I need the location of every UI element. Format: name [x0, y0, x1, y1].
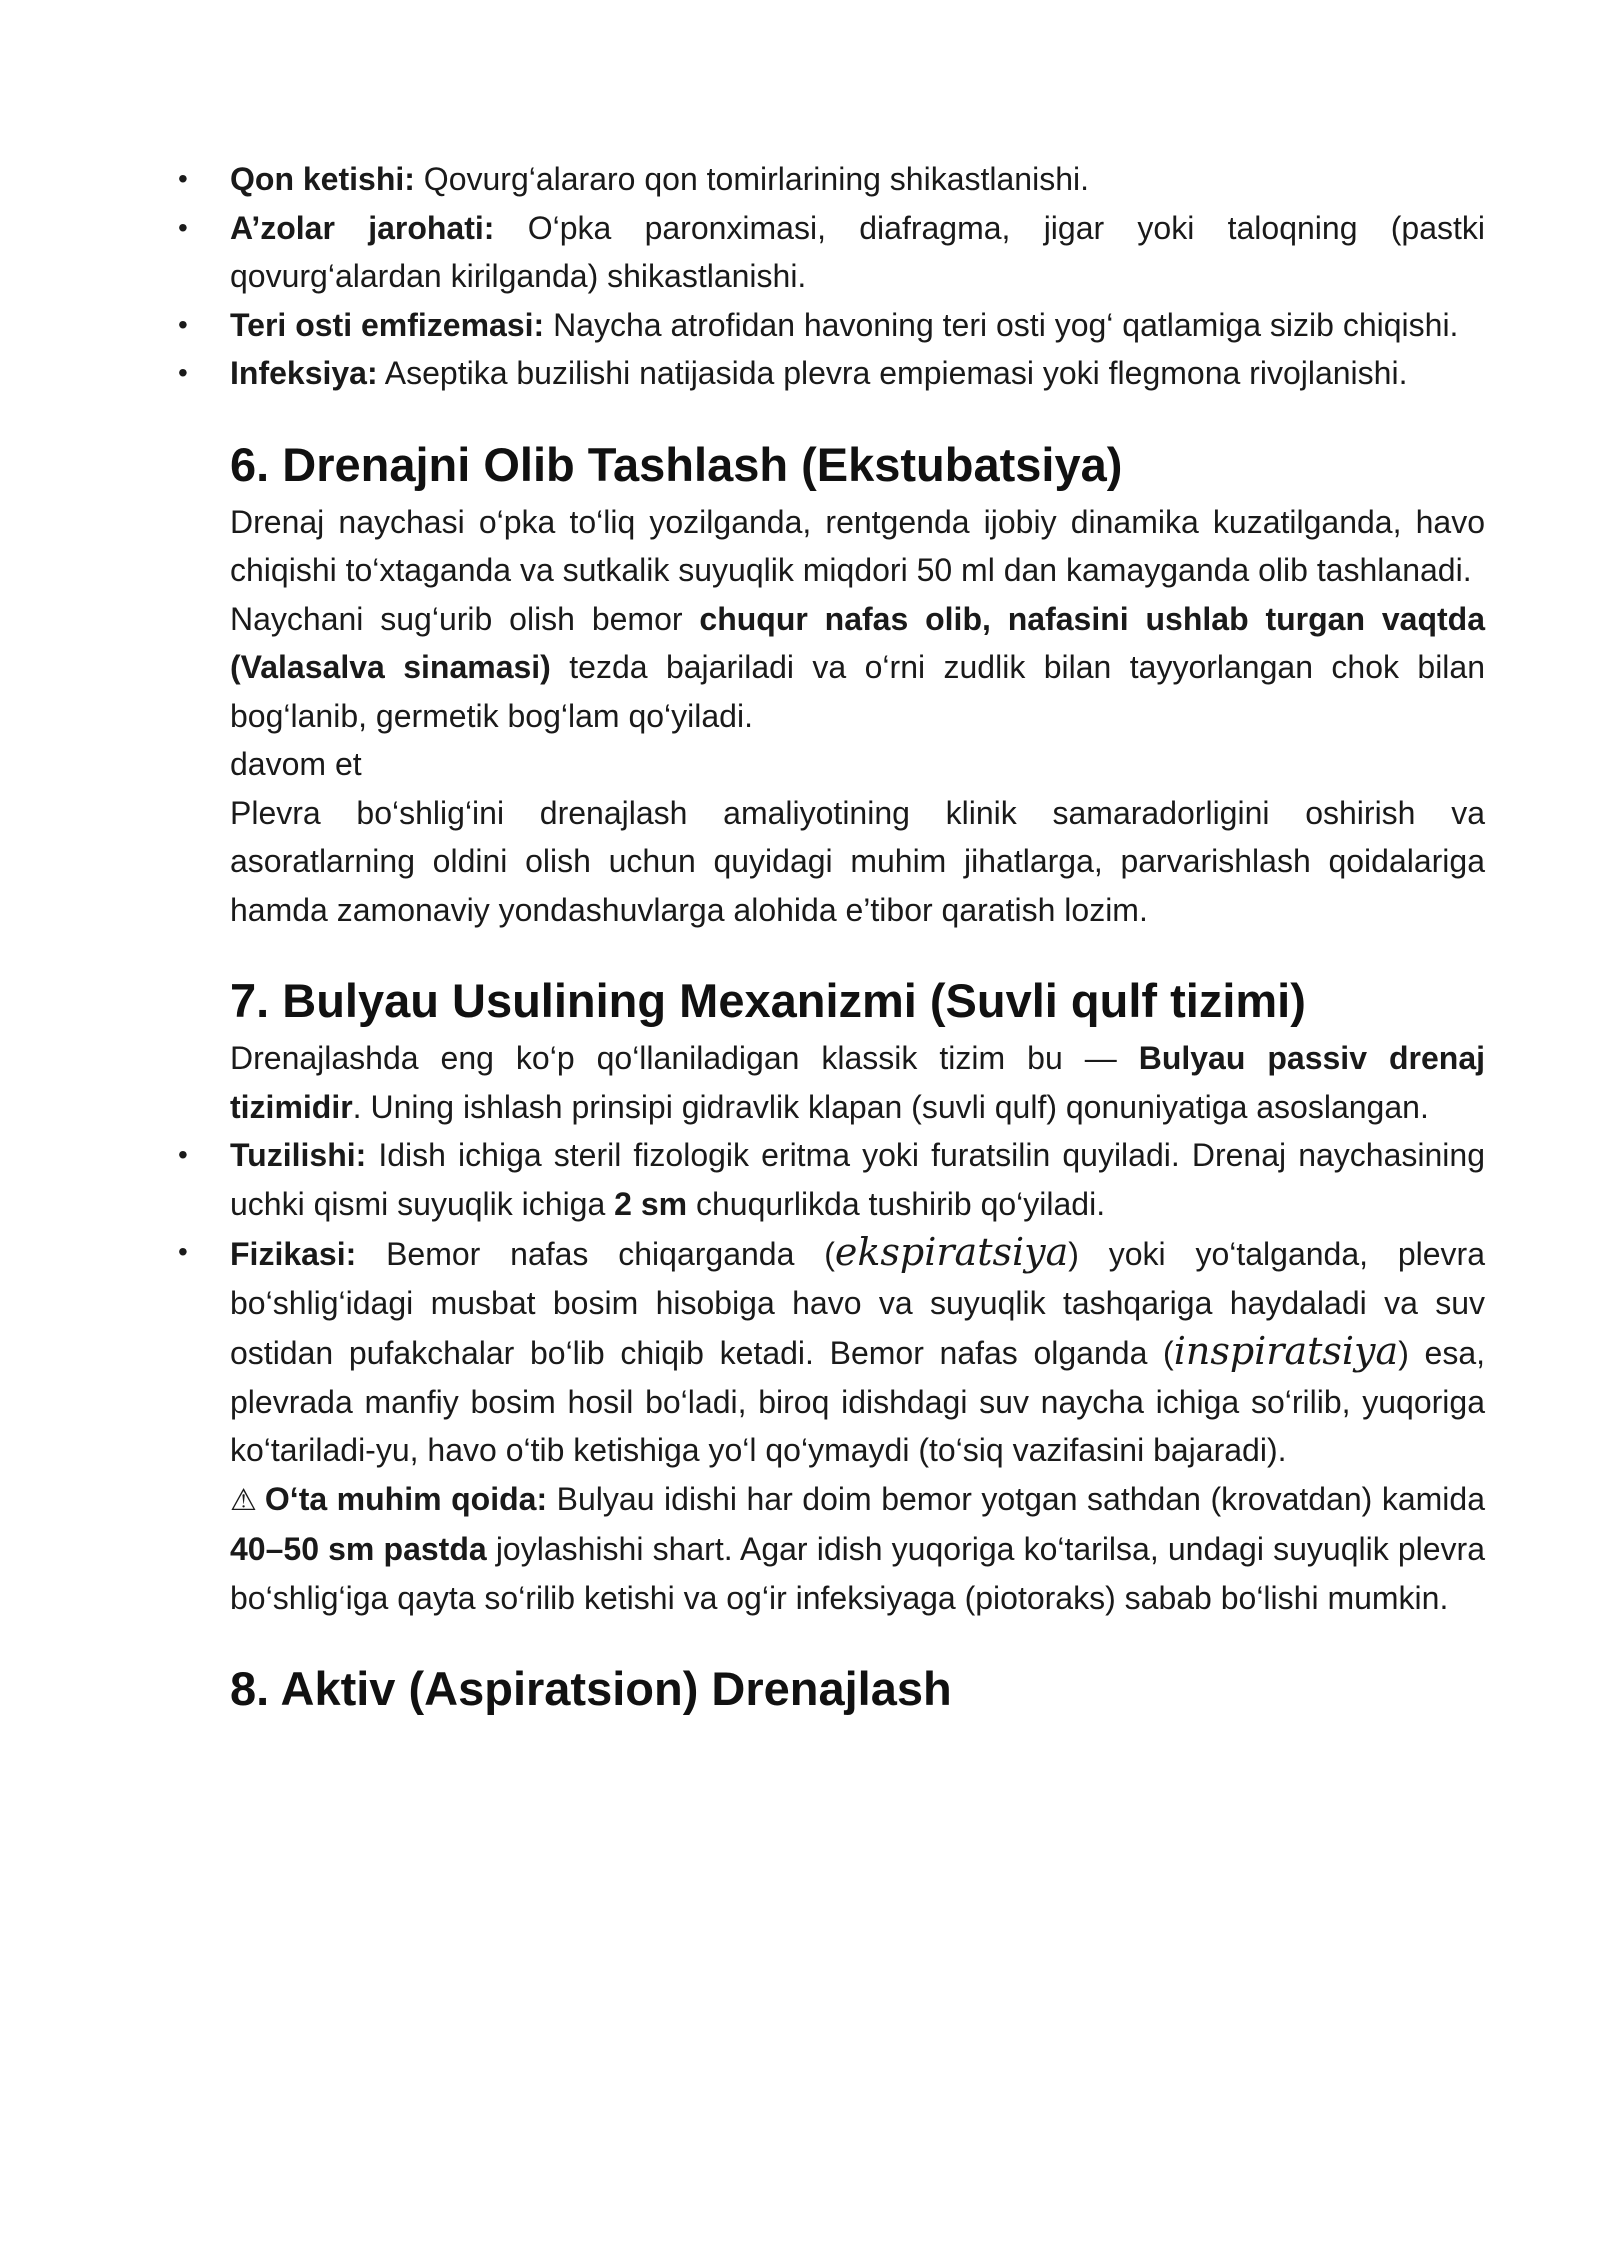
- list-item: [178, 301, 1485, 350]
- list-item-text: Aseptika buzilishi natijasida plevra empiemasi yoki flegmona rivojlanishi.: [377, 355, 1408, 391]
- text-run: joylashishi shart. Agar idish yuqoriga ko‘tarilsa, undagi suyuqlik plevra bo‘shlig‘iga qayta so‘rilib ketishi va og‘ir infeksiyaga (piotoraks) sabab bo‘lishi mumkin.: [230, 1531, 1486, 1616]
- list-item-text: O‘pka paronximasi, diafragma, jigar yoki taloqning (pastki qovurg‘alardan kirilganda) shikastlanishi.: [230, 209, 1486, 294]
- list-item-text: Qovurg‘alararo qon tomirlarining shikastlanishi.: [414, 161, 1089, 197]
- list-item-term: A’zolar jarohati:: [230, 209, 495, 246]
- bullet-icon: •: [178, 211, 188, 243]
- bullet-icon: •: [178, 1236, 188, 1267]
- math-term-expiration: ekspiratsiya: [834, 1230, 1069, 1274]
- text-run: Bulyau idishi har doim bemor yotgan sathdan (krovatdan) kamida: [547, 1480, 1486, 1517]
- list-item: [178, 1228, 1486, 1475]
- bold-run: O‘ta muhim qoida:: [264, 1480, 548, 1517]
- bold-run: 40–50 sm pastda: [230, 1531, 487, 1567]
- section-7-heading: 7. Bulyau Usulining Mexanizmi (Suvli qulf tizimi): [230, 974, 1306, 1027]
- list-item: [178, 204, 1486, 301]
- bold-run: Bulyau passiv drenaj tizimidir: [230, 1040, 1486, 1125]
- list-item-term: Teri osti emfizemasi:: [230, 306, 545, 343]
- continue-note: davom et: [230, 746, 362, 782]
- section-8-heading: 8. Aktiv (Aspiratsion) Drenajlash: [230, 1662, 952, 1715]
- bold-run: 2 sm: [614, 1185, 688, 1222]
- bold-run: chuqur nafas olib, nafasini ushlab turgan vaqtda (Valasalva sinamasi): [230, 600, 1486, 685]
- section-6-heading: 6. Drenajni Olib Tashlash (Ekstubatsiya): [230, 437, 1123, 491]
- math-term-inspiration: inspiratsiya: [1173, 1329, 1399, 1373]
- complications-list: [178, 155, 1486, 398]
- list-item: [178, 349, 1485, 398]
- list-item: [178, 155, 1485, 204]
- list-item-term: Qon ketishi:: [230, 161, 415, 197]
- text-run: . Uning ishlash prinsipi gidravlik klapan (suvli qulf) qonuniyatiga asoslangan.: [352, 1088, 1429, 1125]
- section-7-intro: [230, 1034, 1485, 1131]
- section-6-paragraph-2: [230, 595, 1485, 741]
- list-item-term: Fizikasi:: [230, 1236, 357, 1272]
- text-run: Naychani sug‘urib olish bemor: [230, 600, 700, 637]
- list-item: [178, 1131, 1485, 1228]
- list-item-term: Tuzilishi:: [230, 1137, 367, 1173]
- list-item-term: Infeksiya:: [230, 355, 378, 391]
- text-run: tezda bajariladi va o‘rni zudlik bilan tayyorlangan chok bilan bog‘lanib, germetik bog‘lam qo‘yiladi.: [230, 649, 1486, 734]
- text-run: Bemor nafas chiqarganda (: [356, 1236, 835, 1272]
- bullet-icon: •: [178, 357, 188, 388]
- text-run: Drenajlashda eng ko‘p qo‘llaniladigan klassik tizim bu —: [230, 1040, 1139, 1076]
- important-rule: [230, 1475, 1485, 1623]
- warning-icon: ⚠: [230, 1482, 257, 1518]
- text-run: chuqurlikda tushirib qo‘yiladi.: [687, 1185, 1106, 1222]
- section-6-paragraph-1: Drenaj naychasi o‘pka to‘liq yozilganda, rentgenda ijobiy dinamika kuzatilganda, havo chiqishi to‘xtaganda va sutkalik suyuqlik miqdori 50 ml dan kamayganda olib tashlanadi.: [230, 503, 1485, 588]
- list-item-text: Naycha atrofidan havoning teri osti yog‘ qatlamiga sizib chiqishi.: [544, 306, 1459, 343]
- bullet-icon: •: [178, 163, 188, 194]
- bullet-icon: •: [178, 1139, 188, 1170]
- bulyau-list: [178, 1131, 1486, 1475]
- bullet-icon: •: [178, 308, 188, 340]
- text-run: ) esa, plevrada manfiy bosim hosil bo‘ladi, biroq idishdagi suv naycha ichiga so‘rilib, yuqoriga ko‘tariladi-yu, havo o‘tib ketishiga yo‘l qo‘ymaydi (to‘siq vazifasini bajaradi).: [230, 1335, 1486, 1468]
- section-6-paragraph-3: Plevra bo‘shlig‘ini drenajlash amaliyotining klinik samaradorligini oshirish va asoratlarning oldini olish uchun quyidagi muhim jihatlarga, parvarishlash qoidalariga hamda zamonaviy yondashuvlarga alohida e’tibor qaratish lozim.: [230, 794, 1485, 928]
- text-run: Idish ichiga steril fizologik eritma yoki furatsilin quyiladi. Drenaj naychasining uchki qismi suyuqlik ichiga: [230, 1137, 1485, 1222]
- text-run: ) yoki yo‘talganda, plevra bo‘shlig‘idagi musbat bosim hisobiga havo va suyuqlik tashqariga haydaladi va suv ostidan pufakchalar bo‘lib chiqib ketadi. Bemor nafas olganda (: [230, 1236, 1486, 1371]
